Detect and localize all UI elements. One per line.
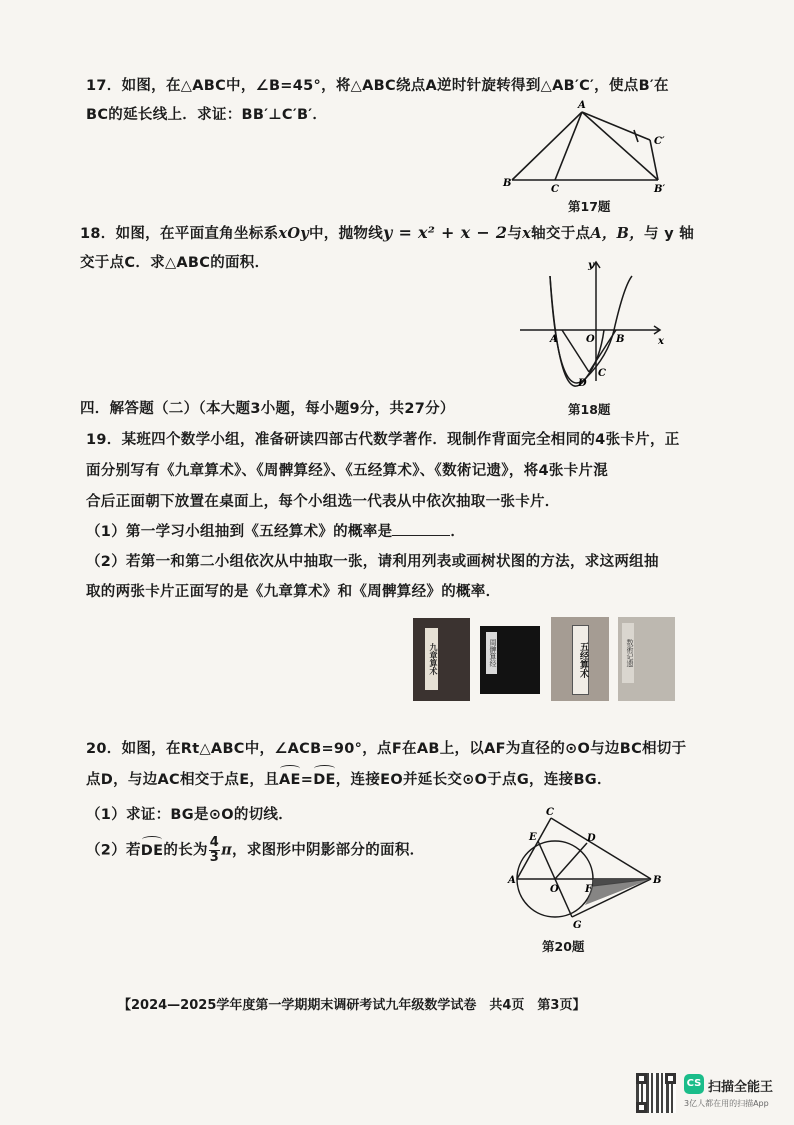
q19-part2-line1: （2）若第一和第二小组依次从中抽取一张，请利用列表或画树状图的方法，求这两组抽: [86, 554, 659, 570]
q17-figure: [500, 100, 680, 200]
page-footer: 【2024—2025学年度第一学期期末调研考试九年级数学试卷 共4页 第3页】: [118, 998, 586, 1013]
q18-label-x: x: [658, 336, 664, 347]
q19-line2: 面分别写有《九章算术》、《周髀算经》、《五经算术》、《数術记遗》，将4张卡片混: [86, 463, 609, 479]
camscanner-logo-icon: CS: [684, 1074, 704, 1094]
book-image-1: 九章算术: [413, 618, 470, 701]
q19-line3: 合后正面朝下放置在桌面上，每个小组选一代表从中依次抽取一张卡片．: [86, 494, 560, 510]
watermark-name: 扫描全能王: [708, 1080, 774, 1095]
book-image-2: 周髀算经: [480, 626, 540, 694]
q18-label-B: B: [616, 334, 625, 345]
q20-label-E: E: [529, 832, 537, 843]
q19-part2-line2: 取的两张卡片正面写的是《九章算术》和《周髀算经》的概率．: [86, 584, 501, 600]
answer-blank: [392, 521, 450, 536]
q18-label-D: D: [578, 378, 587, 389]
q17-label-Bp: B′: [654, 184, 666, 195]
q20-label-B: B: [653, 875, 662, 886]
q20-label-F: F: [585, 884, 593, 895]
q17-label-C: C: [551, 184, 559, 195]
q20-line1: 20．如图，在Rt△ABC中，∠ACB=90°，点F在AB上，以AF为直径的⊙O与边BC相切于: [86, 741, 687, 757]
q18-label-O: O: [586, 334, 595, 345]
watermark-slogan: 3亿人都在用的扫描App: [684, 1099, 769, 1108]
q18-line1: 18．如图，在平面直角坐标系xOy中，抛物线y = x² + x − 2与x轴交于点A，B，与 y 轴: [80, 223, 695, 242]
q20-line2: 点D，与边AC相交于点E，且AE=DE，连接EO并延长交⊙O于点G，连接BG．: [86, 768, 612, 792]
q17-label-A: A: [578, 100, 586, 111]
qr-code-icon: [636, 1073, 676, 1113]
q17-line2: BC的延长线上．求证：BB′⊥C′B′．: [86, 107, 328, 123]
q17-line1: 17．如图，在△ABC中，∠B=45°，将△ABC绕点A逆时针旋转得到△AB′C′，使点B′在: [86, 78, 669, 94]
q20-label-D: D: [587, 833, 596, 844]
q20-part2: （2）若DE的长为 $\frac{4}{3}$ π，求图形中阴影部分的面积．: [86, 835, 425, 865]
q20-caption: 第20题: [542, 939, 585, 954]
q20-label-O: O: [550, 884, 559, 895]
q17-label-B: B: [503, 178, 512, 189]
q18-caption: 第18题: [568, 402, 611, 417]
q17-caption: 第17题: [568, 199, 611, 214]
q19-line1: 19．某班四个数学小组，准备研读四部古代数学著作．现制作背面完全相同的4张卡片，正: [86, 432, 680, 448]
q20-label-A: A: [508, 875, 516, 886]
section4-title: 四．解答题（二）（本大题3小题，每小题9分，共27分）: [80, 401, 455, 417]
q20-label-G: G: [573, 920, 582, 931]
q20-part1: （1）求证：BG是⊙O的切线．: [86, 807, 294, 823]
q20-figure: [505, 808, 660, 933]
q18-figure: [520, 256, 670, 389]
book-image-4: 数術记遗: [618, 617, 675, 701]
q20-label-C: C: [546, 807, 554, 818]
book-image-3: 五经算术: [551, 617, 609, 701]
q18-label-A: A: [550, 334, 558, 345]
q18-label-C: C: [598, 368, 606, 379]
q18-label-y: y: [588, 260, 594, 271]
q19-part1: （1）第一学习小组抽到《五经算术》的概率是 ．: [86, 520, 465, 544]
q18-line2: 交于点C．求△ABC的面积．: [80, 255, 270, 271]
q17-label-Cp: C′: [654, 136, 665, 147]
